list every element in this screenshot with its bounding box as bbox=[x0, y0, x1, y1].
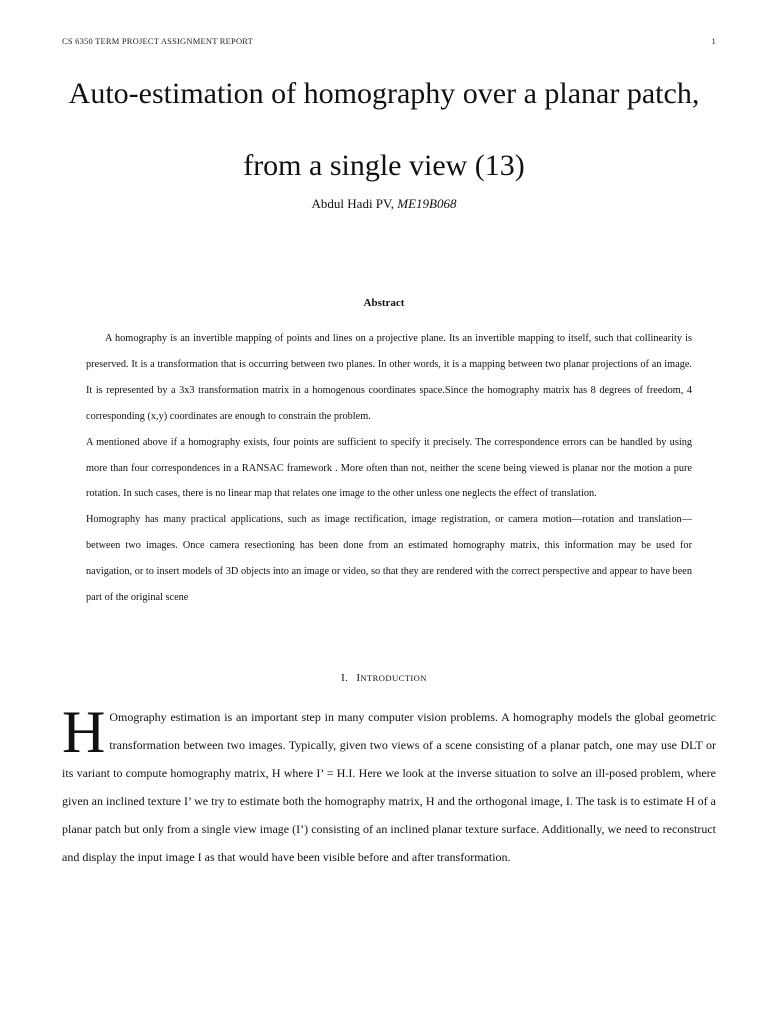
page-number: 1 bbox=[711, 36, 716, 46]
section-title-initial: I bbox=[356, 672, 361, 684]
paper-title bbox=[40, 58, 728, 202]
running-header bbox=[62, 36, 716, 50]
paper-title-line-1: Auto-estimation of homography over a planar patch, bbox=[68, 77, 700, 110]
section-heading-introduction bbox=[40, 672, 728, 684]
abstract-heading: Abstract bbox=[363, 297, 405, 309]
running-header-title: CS 6350 TERM PROJECT ASSIGNMENT REPORT bbox=[62, 36, 254, 46]
author-line bbox=[40, 196, 728, 212]
section-number: I. bbox=[341, 672, 349, 684]
section-title-rest: NTRODUCTION bbox=[360, 673, 427, 683]
abstract-body bbox=[86, 326, 692, 611]
introduction-paragraph: Omography estimation is an important step in many computer vision problems. A homography models the global geometric transformation between two images. Typically, given two views of a scene consisting of a planar patch, one may use DLT or its variant to compute homography matrix, H where I’ = H.I. Here we look at the inverse situation to solve an ill-posed problem, where given an inclined texture I’ we try to estimate both the homography matrix, H and the orthogonal image, I. The task is to estimate H of a planar patch but only from a single view image (I’) consisting of an inclined planar texture surface. Additionally, we need to reconstruct and display the input image I as that would have been visible before and after transformation. bbox=[62, 710, 716, 864]
abstract-paragraph-1: A homography is an invertible mapping of points and lines on a projective plane. Its an invertible mapping to itself, such that collinearity is preserved. It is a transformation that is occurring between two planes. In other words, it is a mapping between two planar projections of an image. It is represented by a 3x3 transformation matrix in a homogenous coordinates space.Since the homography matrix has 8 degrees of freedom, 4 corresponding (x,y) coordinates are enough to constrain the problem. bbox=[86, 333, 692, 422]
author-name: Abdul Hadi PV, bbox=[311, 196, 398, 211]
drop-cap: H bbox=[62, 699, 106, 765]
abstract-paragraph-3: Homography has many practical applications, such as image rectification, image registration, or camera motion—rotation and translation—between two images. Once camera resectioning has been done from an estimated homography matrix, this information may be used for navigation, or to insert models of 3D objects into an image or video, so that they are rendered with the correct perspective and appear to have been part of the original scene bbox=[86, 514, 692, 604]
author-id: ME19B068 bbox=[397, 196, 457, 211]
abstract-paragraph-2: A mentioned above if a homography exists, four points are sufficient to specify it precisely. The correspondence errors can be handled by using more than four correspondences in a RANSAC framework . More often than not, neither the scene being viewed is planar nor the motion a pure rotation. In such cases, there is no linear map that relates one image to the other unless one neglects the effect of translation. bbox=[86, 436, 692, 500]
paper-title-line-2: from a single view (13) bbox=[243, 149, 525, 182]
introduction-body bbox=[62, 699, 716, 871]
